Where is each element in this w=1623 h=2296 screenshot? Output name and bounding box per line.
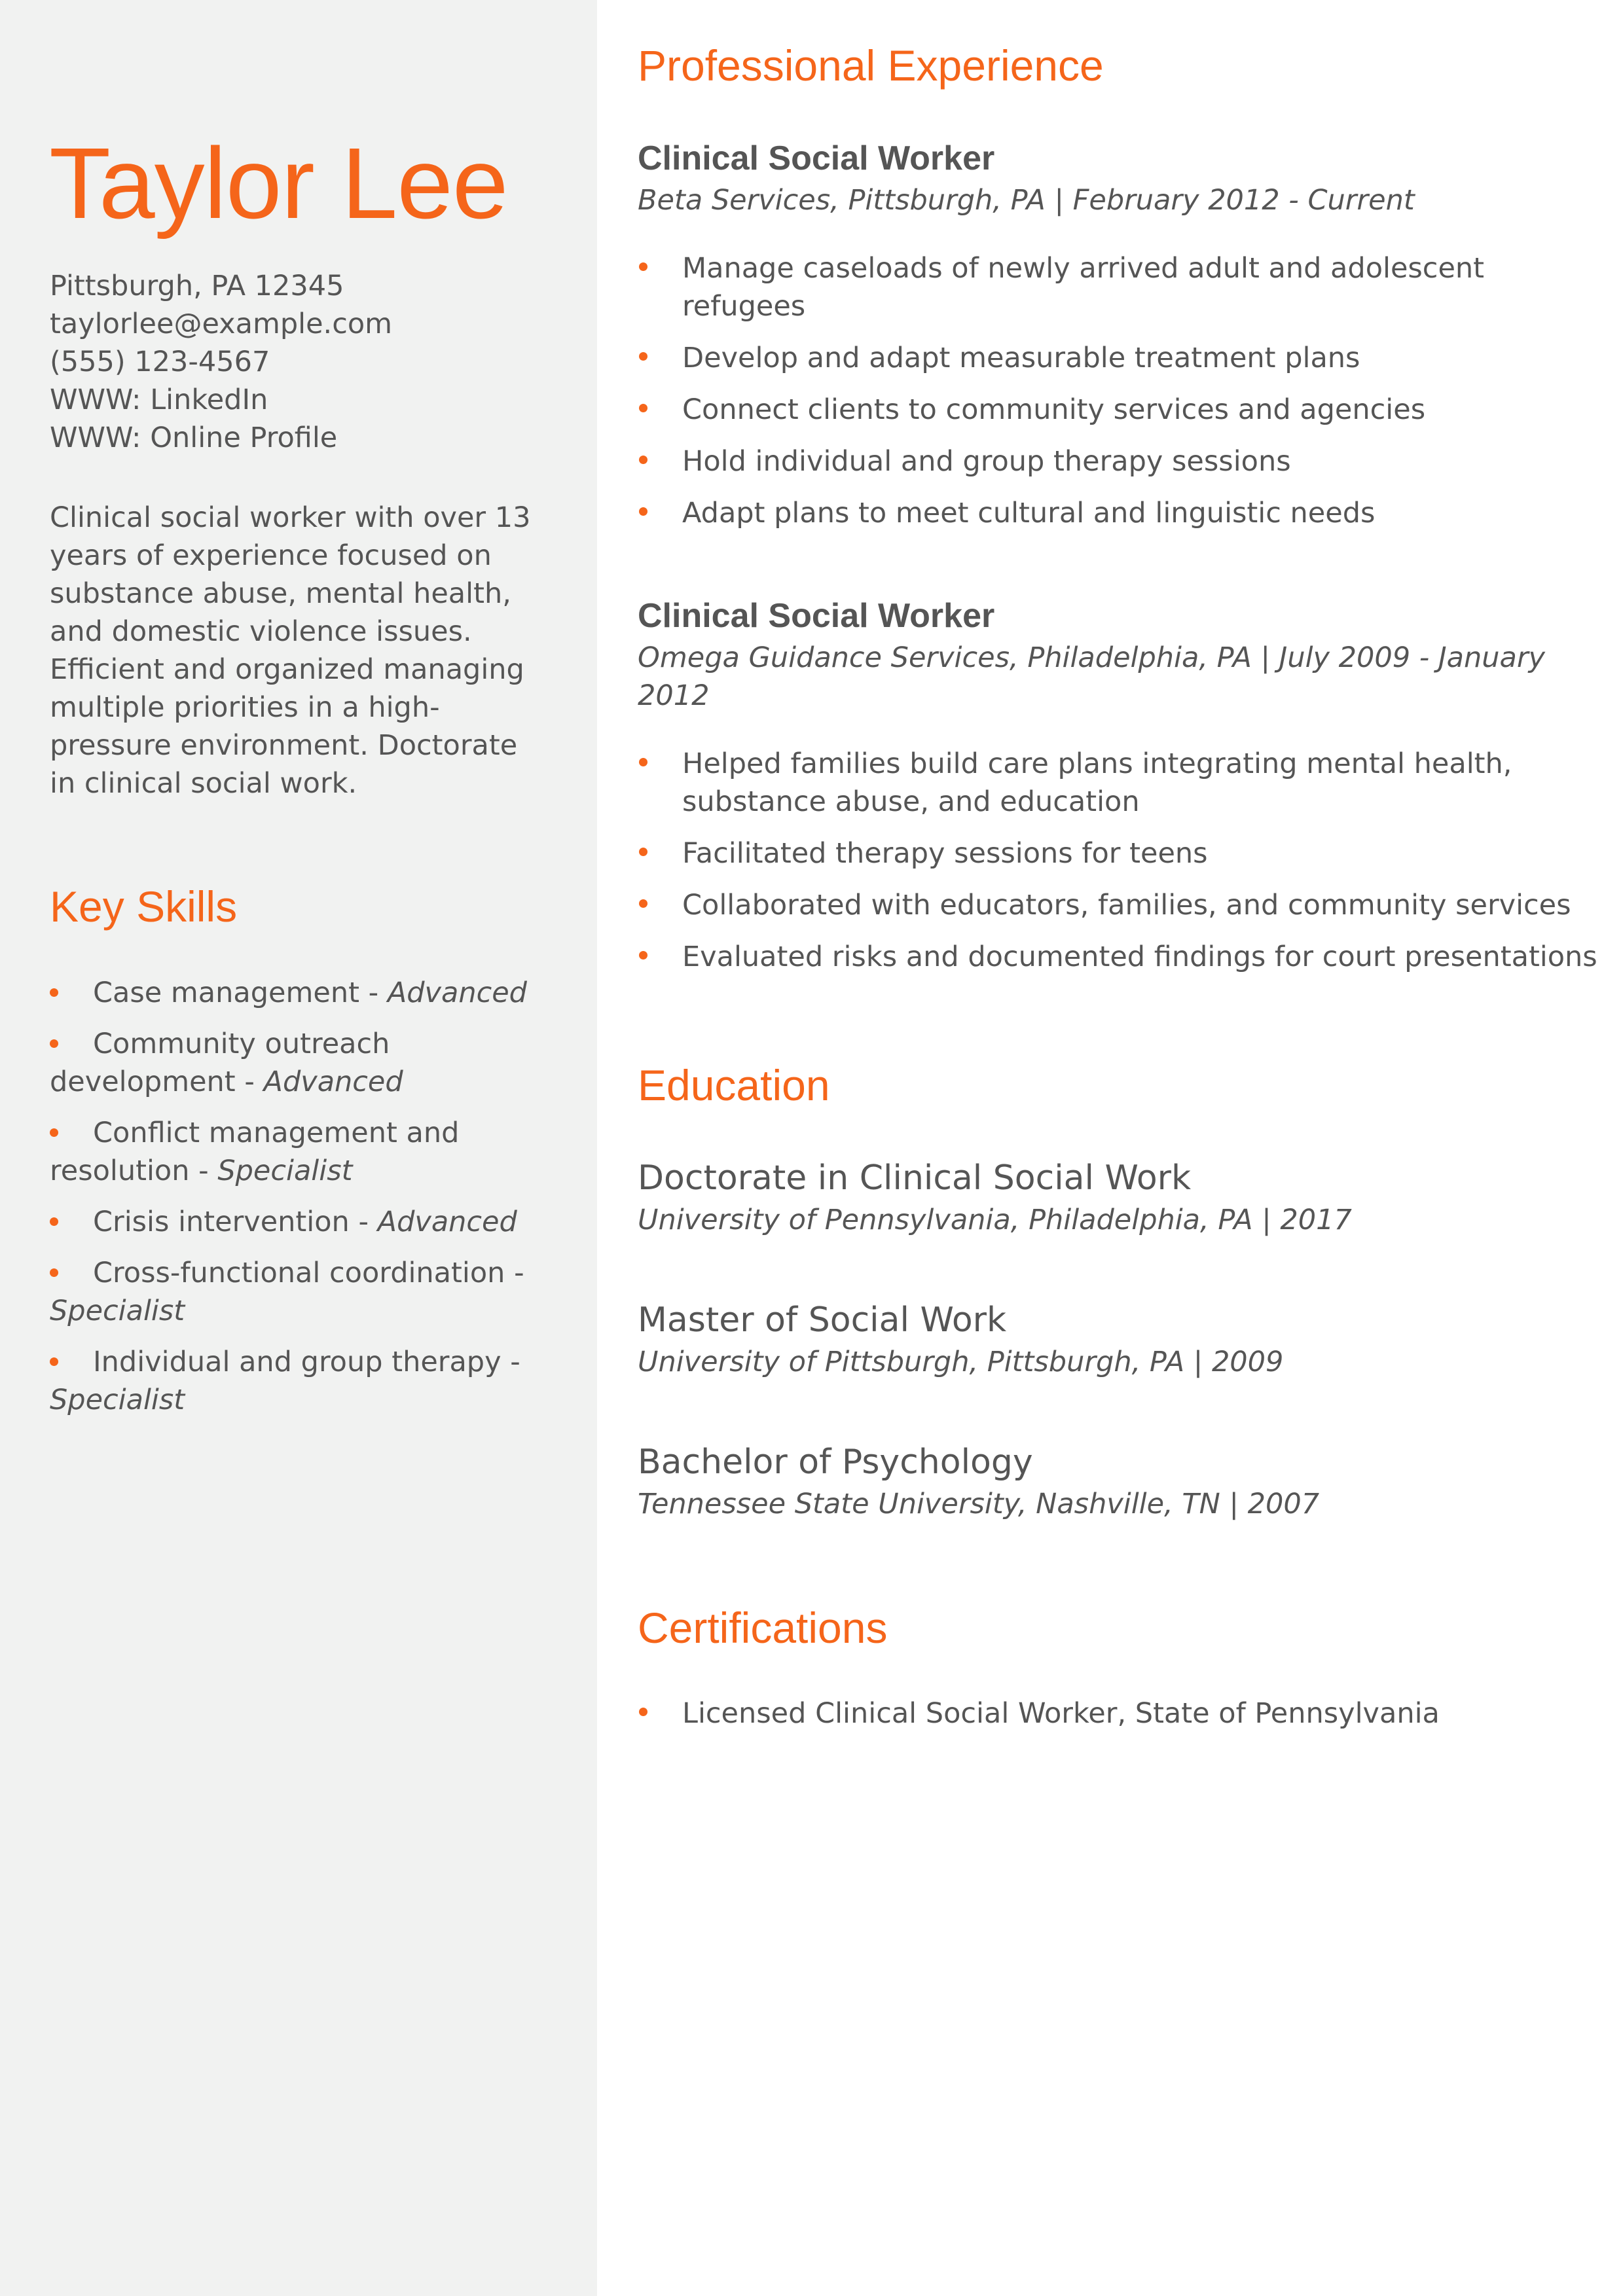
- job-meta: Omega Guidance Services, Philadelphia, PA | July 2009 - January 2012: [638, 641, 1545, 712]
- education-heading: Education: [638, 1061, 830, 1109]
- professional-summary: Clinical social worker with over 13 years of experience focused on substance abuse, mental health, and domestic violence issues. Efficient and organized managing multiple priorities in a high-pressure environment. Doctorate in clinical social work.: [50, 501, 531, 800]
- contact-phone: (555) 123-4567: [50, 346, 270, 378]
- certifications-list: [638, 1695, 1600, 1746]
- job-bullet: Manage caseloads of newly arrived adult and adolescent refugees: [638, 249, 1600, 325]
- skill-level: Specialist: [217, 1155, 353, 1187]
- contact-linkedin: WWW: LinkedIn: [50, 384, 268, 416]
- skill-name: Individual and group therapy: [93, 1346, 501, 1378]
- skill-item: Case management - Advanced: [50, 974, 534, 1012]
- education-degree: Doctorate in Clinical Social Work: [638, 1158, 1192, 1198]
- job-title: Clinical Social Worker: [638, 139, 995, 177]
- education-degree: Master of Social Work: [638, 1300, 1007, 1340]
- main-content: [597, 0, 1623, 2296]
- sidebar: [0, 0, 597, 2296]
- contact-profile: WWW: Online Profile: [50, 422, 338, 454]
- skill-level: Advanced: [377, 1206, 517, 1238]
- skill-level: Advanced: [263, 1066, 403, 1098]
- skill-name: Crisis intervention: [93, 1206, 350, 1238]
- skill-item: Cross-functional coordination - Specialist: [50, 1254, 534, 1330]
- skills-heading: Key Skills: [50, 882, 238, 931]
- education-entry: [638, 1439, 1600, 1523]
- job-bullets: [638, 745, 1600, 976]
- job-bullet: Collaborated with educators, families, and community services: [638, 886, 1600, 924]
- skill-item: Individual and group therapy - Specialist: [50, 1343, 534, 1419]
- skills-list: [50, 974, 534, 1432]
- job-bullet: Adapt plans to meet cultural and linguistic needs: [638, 494, 1600, 532]
- skill-level: Advanced: [387, 977, 527, 1009]
- education-meta: University of Pittsburgh, Pittsburgh, PA | 2009: [638, 1346, 1284, 1378]
- job-title: Clinical Social Worker: [638, 597, 995, 635]
- certifications-heading: Certifications: [638, 1604, 888, 1652]
- job-bullet: Facilitated therapy sessions for teens: [638, 834, 1600, 872]
- job-bullets: [638, 249, 1600, 532]
- contact-email: taylorlee@example.com: [50, 308, 393, 340]
- candidate-name: Taylor Lee: [49, 127, 508, 240]
- job-bullet: Hold individual and group therapy sessions: [638, 442, 1600, 480]
- job-bullet: Evaluated risks and documented findings for court presentations: [638, 938, 1600, 976]
- skill-name: Case management: [93, 977, 359, 1009]
- skill-level: Specialist: [50, 1295, 185, 1327]
- skill-item: Community outreach development - Advanced: [50, 1025, 534, 1101]
- skill-name: Conflict management and resolution: [50, 1117, 460, 1187]
- job-bullet: Connect clients to community services and agencies: [638, 391, 1600, 429]
- certification-item: Licensed Clinical Social Worker, State of Pennsylvania: [638, 1695, 1600, 1732]
- skill-level: Specialist: [50, 1384, 185, 1416]
- skill-name: Community outreach development: [50, 1028, 390, 1098]
- job-bullet: Helped families build care plans integrating mental health, substance abuse, and education: [638, 745, 1600, 821]
- job-entry: [638, 135, 1600, 546]
- education-entry: [638, 1297, 1600, 1381]
- education-meta: University of Pennsylvania, Philadelphia, PA | 2017: [638, 1204, 1352, 1236]
- contact-address: Pittsburgh, PA 12345: [50, 270, 344, 302]
- skill-name: Cross-functional coordination: [93, 1257, 505, 1289]
- job-entry: [638, 593, 1600, 990]
- education-meta: Tennessee State University, Nashville, TN | 2007: [638, 1488, 1320, 1520]
- job-bullet: Develop and adapt measurable treatment plans: [638, 339, 1600, 377]
- contact-info: [50, 267, 392, 457]
- job-meta: Beta Services, Pittsburgh, PA | February 2012 - Current: [638, 184, 1415, 217]
- education-degree: Bachelor of Psychology: [638, 1443, 1033, 1482]
- skill-item: Conflict management and resolution - Specialist: [50, 1114, 534, 1190]
- experience-heading: Professional Experience: [638, 41, 1104, 90]
- skill-item: Crisis intervention - Advanced: [50, 1203, 534, 1241]
- education-entry: [638, 1155, 1600, 1239]
